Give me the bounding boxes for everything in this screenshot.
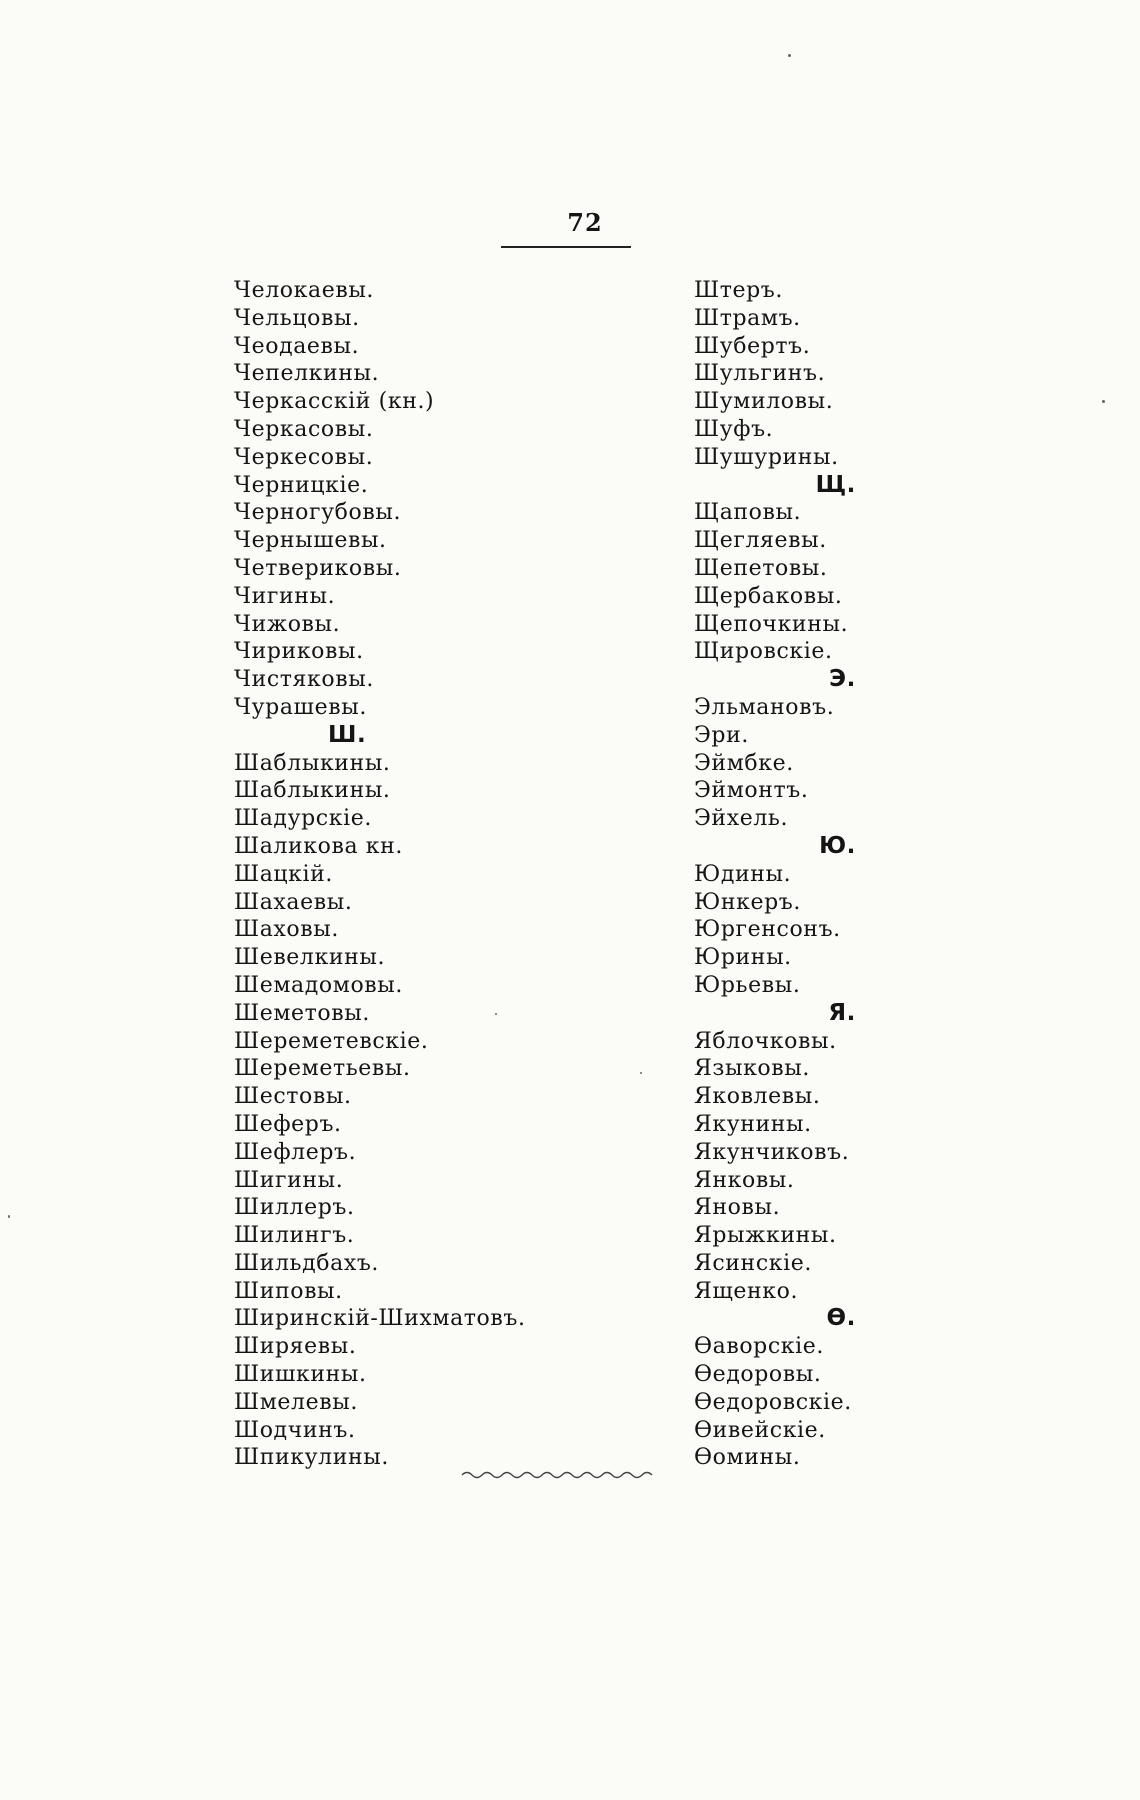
surname-entry: Шаховы. xyxy=(234,917,339,943)
surname-entry: Щепетовы. xyxy=(694,555,828,581)
print-speck xyxy=(8,1215,10,1218)
surname-entry: Шигины. xyxy=(234,1167,344,1193)
print-speck xyxy=(1102,400,1105,403)
surname-entry: Ѳедоровскіе. xyxy=(694,1389,852,1415)
surname-entry: Шилингъ. xyxy=(234,1223,355,1249)
surname-entry: Шиповы. xyxy=(234,1278,343,1304)
surname-entry: Ясинскіе. xyxy=(694,1250,812,1276)
surname-entry: Якунчиковъ. xyxy=(694,1139,850,1165)
surname-entry: Шильдбахъ. xyxy=(234,1250,380,1276)
print-speck xyxy=(788,54,791,57)
surname-entry: Языковы. xyxy=(694,1056,810,1082)
section-letter-heading: Щ. xyxy=(815,471,856,498)
section-letter-heading: Я. xyxy=(828,999,856,1026)
surname-entry: Эймбке. xyxy=(694,750,794,776)
surname-entry: Черкасскій (кн.) xyxy=(234,389,435,415)
surname-entry: Шереметевскіе. xyxy=(234,1028,429,1054)
section-letter-heading: Ѳ. xyxy=(826,1305,856,1332)
surname-entry: Юргенсонъ. xyxy=(694,917,841,943)
surname-entry: Ярыжкины. xyxy=(694,1223,837,1249)
surname-entry: Юнкеръ. xyxy=(694,889,801,915)
surname-entry: Эри. xyxy=(694,722,749,748)
surname-entry: Шуфъ. xyxy=(694,416,774,442)
surname-entry: Ѳедоровы. xyxy=(694,1362,822,1388)
left-column xyxy=(234,277,594,1472)
surname-entry: Шацкій. xyxy=(234,861,334,887)
surname-entry: Юдины. xyxy=(694,861,792,887)
surname-entry: Шахаевы. xyxy=(234,889,353,915)
surname-entry: Ѳивейскіе. xyxy=(694,1417,826,1443)
surname-entry: Чепелкины. xyxy=(234,361,380,387)
surname-entry: Шаблыкины. xyxy=(234,750,391,776)
right-column xyxy=(694,277,870,1472)
surname-entry: Юрины. xyxy=(694,945,792,971)
surname-entry: Щегляевы. xyxy=(694,528,827,554)
surname-entry: Эйхель. xyxy=(694,806,789,832)
surname-entry: Янковы. xyxy=(694,1167,795,1193)
surname-entry: Шеферъ. xyxy=(234,1111,342,1137)
surname-entry: Шестовы. xyxy=(234,1084,352,1110)
surname-entry: Чистяковы. xyxy=(234,667,374,693)
surname-entry: Эльмановъ. xyxy=(694,694,835,720)
surname-entry: Ященко. xyxy=(694,1278,799,1304)
surname-entry: Черкасовы. xyxy=(234,416,374,442)
surname-entry: Черницкіе. xyxy=(234,472,369,498)
print-speck xyxy=(640,1072,642,1074)
section-letter-heading: Э. xyxy=(829,666,856,693)
surname-entry: Ѳаворскіе. xyxy=(694,1334,824,1360)
surname-entry: Шиллеръ. xyxy=(234,1195,355,1221)
surname-entry: Ширяевы. xyxy=(234,1334,357,1360)
surname-entry: Черногубовы. xyxy=(234,500,402,526)
surname-entry: Штрамъ. xyxy=(694,305,801,331)
surname-entry: Шереметьевы. xyxy=(234,1056,411,1082)
surname-entry: Шевелкины. xyxy=(234,945,386,971)
surname-entry: Чурашевы. xyxy=(234,694,367,720)
surname-entry: Эймонтъ. xyxy=(694,778,809,804)
surname-entry: Челокаевы. xyxy=(234,278,375,303)
page-number: 72 xyxy=(567,208,603,237)
surname-entry: Чеодаевы. xyxy=(234,333,360,359)
section-letter-heading: Ю. xyxy=(819,832,856,859)
surname-entry: Юрьевы. xyxy=(694,972,801,998)
surname-entry: Щербаковы. xyxy=(694,583,843,609)
surname-entry: Чельцовы. xyxy=(234,305,360,331)
surname-entry: Ширинскій-Шихматовъ. xyxy=(234,1306,526,1332)
surname-entry: Шаблыкины. xyxy=(234,778,391,804)
surname-entry: Яблочковы. xyxy=(694,1028,837,1054)
print-speck xyxy=(495,1013,497,1015)
surname-entry: Четвериковы. xyxy=(234,555,402,581)
surname-entry: Щепочкины. xyxy=(694,611,849,637)
surname-entry: Черкесовы. xyxy=(234,444,374,470)
surname-entry: Шеметовы. xyxy=(234,1000,370,1026)
surname-entry: Шаликова кн. xyxy=(234,833,403,859)
surname-entry: Шмелевы. xyxy=(234,1389,358,1415)
surname-entry: Шефлеръ. xyxy=(234,1139,357,1165)
end-ornament xyxy=(460,1468,656,1482)
surname-entry: Ѳомины. xyxy=(694,1445,801,1471)
surname-entry: Якунины. xyxy=(694,1111,812,1137)
surname-entry: Чигины. xyxy=(234,583,336,609)
surname-entry: Шемадомовы. xyxy=(234,972,403,998)
surname-entry: Яновы. xyxy=(694,1195,781,1221)
surname-entry: Шодчинъ. xyxy=(234,1417,356,1443)
surname-entry: Яковлевы. xyxy=(694,1084,821,1110)
surname-entry: Шумиловы. xyxy=(694,389,834,415)
surname-entry: Щировскіе. xyxy=(694,639,833,665)
surname-entry: Штеръ. xyxy=(694,278,783,303)
surname-entry: Шульгинъ. xyxy=(694,361,826,387)
surname-entry: Шадурскіе. xyxy=(234,806,372,832)
section-letter-heading: Ш. xyxy=(328,721,367,748)
surname-entry: Шушурины. xyxy=(694,444,839,470)
surname-entry: Чижовы. xyxy=(234,611,341,637)
surname-entry: Шубертъ. xyxy=(694,333,811,359)
header-rule xyxy=(501,246,631,248)
surname-entry: Шпикулины. xyxy=(234,1445,389,1471)
surname-entry: Шишкины. xyxy=(234,1362,367,1388)
surname-entry: Чернышевы. xyxy=(234,528,387,554)
surname-entry: Щаповы. xyxy=(694,500,802,526)
surname-entry: Чириковы. xyxy=(234,639,364,665)
